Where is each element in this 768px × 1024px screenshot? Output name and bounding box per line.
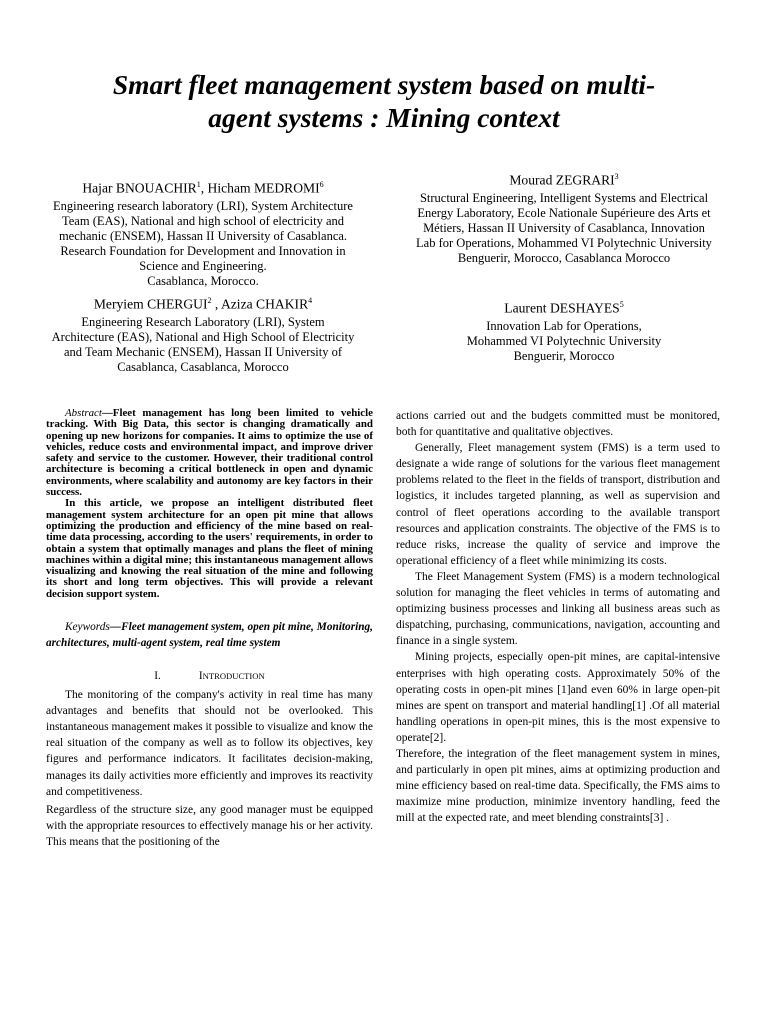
body-paragraph: Mining projects, especially open-pit mines, are capital-intensive enterprises with high operating costs. Approximately 50% of the operating costs in open-pit mines [1]and even 60% in large open-pit mines are spent on transport and material handling[1] .Of all material handling operations in open-pit mines, this is the most expensive to operate[2]. [396,651,720,744]
author-names [378,296,750,317]
affiliation-line: Innovation Lab for Operations, [486,318,642,333]
section-title-initial: I [198,670,203,683]
keywords-label: Keywords [65,621,110,634]
introduction-body-right [396,408,720,826]
introduction-body-left [46,687,373,850]
affiliation-line: Benguerir, Morocco, Casablanca Morocco [457,250,671,265]
affiliation-line: Research Foundation for Development and Innovation in [60,243,346,258]
author-name-text: , Hicham MEDROMI [200,180,320,196]
abstract-paragraph-1 [46,408,373,498]
affiliation-line: Métiers, Hassan II University of Casablanca, Innovation [423,220,705,235]
body-paragraph: Therefore, the integration of the fleet management system in mines, and particularly in open pit mines, aims at optimizing production and mine efficiency based on real-time data. Specifically, the FMS aims to maximize mine production, minimize inventory handling, feed the mill at the expected rate, and meet blending constraints[3] . [396,747,720,825]
body-paragraph: Generally, Fleet management system (FMS) is a term used to designate a wide range of solutions for the various fleet management problems related to the fleet in the fields of transport, distribution and logistics, it includes targeted planning, as well as supervision and control of fleet operations according to the available transport resources and application constraints. The objective of the FMS is to reduce risks, increase the quality of service and improve the operational efficiency of a fleet while minimizing its costs. [396,442,720,567]
keywords [46,619,373,651]
author-block-zegrari [378,168,750,266]
affiliation-line: Structural Engineering, Intelligent Systems and Electrical [419,190,709,205]
paper-title-line-2: agent systems : Mining context [208,102,560,133]
paper-title [40,68,728,134]
author-block-chergui-chakir [28,292,378,375]
author-superscript: 5 [619,300,624,309]
keywords-text: —Fleet management system, open pit mine, Monitoring, architectures, multi-agent system, real time system [46,621,373,650]
affiliation-line: Casablanca, Morocco. [147,273,259,288]
author-superscript: 1 [196,180,201,189]
body-paragraph: actions carried out and the budgets committed must be monitored, both for quantitative and qualitative objectives. [396,410,720,439]
abstract [46,408,373,600]
affiliation-line: Engineering research laboratory (LRI), System Architecture [53,198,353,213]
author-superscript: 4 [308,296,313,305]
section-title-rest: NTRODUCTION [202,671,265,682]
section-number: I. [154,670,161,683]
author-name-text: Mourad ZEGRARI [509,172,615,188]
author-superscript: 2 [207,296,212,305]
author-names [28,176,378,197]
author-block-bnouachir-medromi [28,176,378,289]
author-names [378,168,750,189]
body-paragraph: The Fleet Management System (FMS) is a modern technological solution for managing the fleet vehicles in terms of automating and optimizing business processes and linking all business areas such as dispatching, purchasing, communications, navigation, accounting and finance in a single system. [396,570,720,648]
author-name-text: Laurent DESHAYES [504,300,620,316]
affiliation-line: Science and Engineering. [139,258,267,273]
affiliation-line: and Team Mechanic (ENSEM), Hassan II University of [64,344,342,359]
author-names [28,292,378,313]
section-heading-introduction [46,668,373,684]
affiliation-line: mechanic (ENSEM), Hassan II University of Casablanca. [58,228,348,243]
abstract-text-1: —Fleet management has long been limited to vehicle tracking. With Big Data, this sector is changing dramatically and opening up new horizons for companies. It aims to optimize the use of vehicles, reduce costs and environmental impact, and improve driver safety and service to the customer. However, their traditional control architecture is becoming a critical bottleneck in open and dynamic environments, where scalability and autonomy are key factors in their success. [46,407,373,499]
author-block-deshayes [378,296,750,364]
paper-title-line-1: Smart fleet management system based on multi- [112,69,656,100]
affiliation-line: Energy Laboratory, Ecole Nationale Supérieure des Arts et [417,205,711,220]
author-superscript: 6 [319,180,324,189]
body-paragraph: The monitoring of the company's activity in real time has many advantages and benefits that should not be overlooked. This instantaneous management makes it possible to visualize and know the real situation of the company as well as to follow its objectives, key figures and performance indicators. It facilitates decision-making, manages its daily activities more efficiently and improves its reactivity and competitiveness. [46,689,373,798]
abstract-paragraph-2: In this article, we propose an intelligent distributed fleet management system architecture for an open pit mine that allows optimizing the production and efficiency of the mine based on real-time data processing, according to the users' requirements, in order to obtain a system that optimally manages and plans the fleet of mining machines within a digital mine; this instantaneous management allows visualizing and knowing the real situation of the mine and following its short and long term objectives. This will provide a relevant decision support system. [46,497,373,600]
affiliation-line: Casablanca, Casablanca, Morocco [117,359,289,374]
author-name-text: Meryiem CHERGUI [93,296,208,312]
affiliation-line: Team (EAS), National and high school of electricity and [61,213,345,228]
author-superscript: 3 [614,172,619,181]
author-name-text: , Aziza CHAKIR [211,296,309,312]
right-column [396,408,720,826]
affiliation-line: Engineering Research Laboratory (LRI), System [81,314,325,329]
left-column [46,408,373,850]
affiliation-line: Architecture (EAS), National and High School of Electricity [51,329,355,344]
affiliation-line: Lab for Operations, Mohammed VI Polytechnic University [416,235,712,250]
author-name-text: Hajar BNOUACHIR [82,180,197,196]
body-paragraph: Regardless of the structure size, any good manager must be equipped with the appropriate resources to effectively manage his or her activity. This means that the positioning of the [46,803,373,848]
affiliation-line: Benguerir, Morocco [513,348,615,363]
affiliation-line: Mohammed VI Polytechnic University [466,333,662,348]
abstract-label: Abstract [65,407,102,419]
